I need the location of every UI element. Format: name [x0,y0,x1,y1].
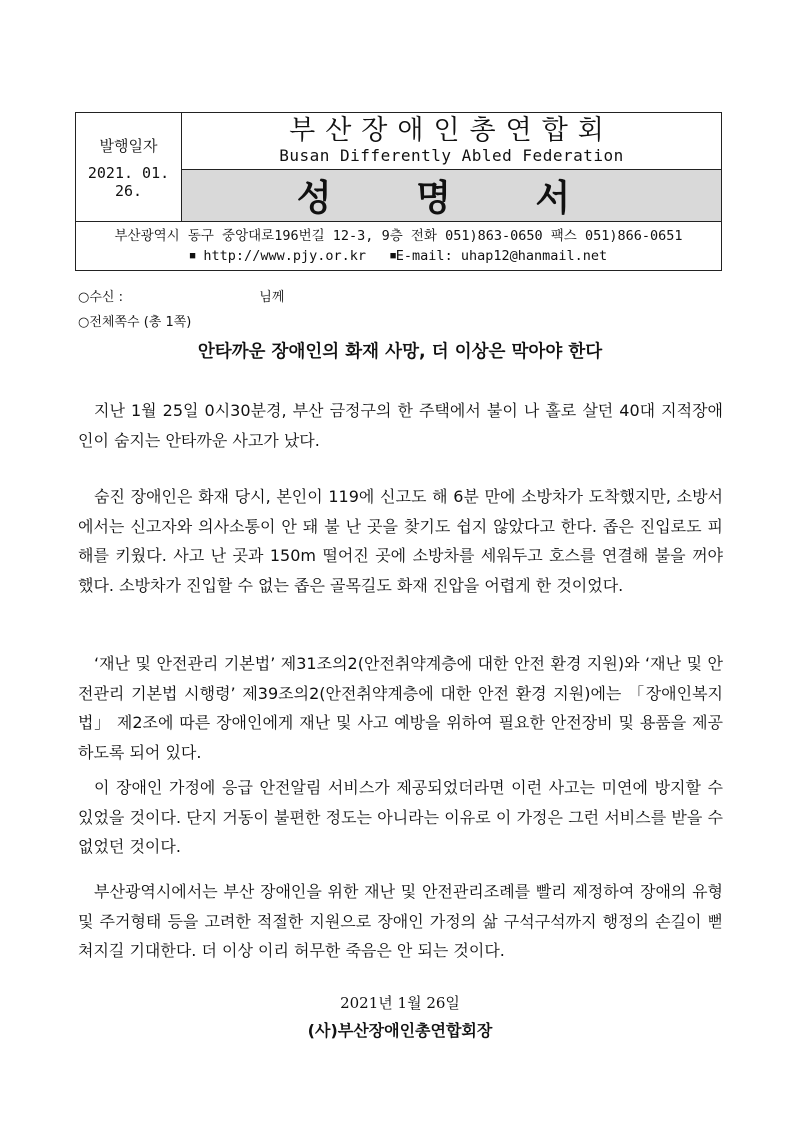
bullet-icon: ■ [189,251,196,261]
paragraph-5 [78,877,723,966]
issue-date-label: 발행일자 [99,136,158,155]
paragraph-2 [78,482,723,600]
paragraph-text: 숨진 장애인은 화재 당시, 본인이 119에 신고도 해 6분 만에 소방차가 도착했지만, 소방서에서는 신고자와 의사소통이 안 돼 불 난 곳을 찾기도 쉽지 않았다고 한다. 좁은 진입로도 피해를 키웠다. 사고 난 곳과 150m 떨어진 곳에 소방차를 세워두고 호스를 연결해 불을 꺼야 했다. 소방차가 진입할 수 없는 좁은 골목길도 화재 진압을 어렵게 한 것이었다. [78,487,723,595]
signer-name: (사)부산장애인총연합회장 [307,1021,493,1040]
statement-headline: 안타까운 장애인의 화재 사망, 더 이상은 막아야 한다 [197,342,603,362]
statement-date: 2021년 1월 26일 [340,994,460,1012]
recipient-label: ○수신 : [78,290,123,305]
paragraph-3 [78,649,723,767]
document-title: 성 명 서 [182,170,722,222]
paragraph-text: 부산광역시에서는 부산 장애인을 위한 재난 및 안전관리조례를 빨리 제정하여 장애의 유형 및 주거형태 등을 고려한 적절한 지원으로 장애인 가정의 삶 구석구석까지 행정의 손길이 뻗쳐지길 기대한다. 더 이상 이리 허무한 죽음은 안 되는 것이다. [78,882,723,960]
paragraph-4 [78,773,723,862]
paragraph-1 [78,396,723,455]
recipient-line [78,286,284,305]
org-name-english: Busan Differently Abled Federation [279,146,624,165]
website-link[interactable]: http://www.pjy.or.kr [203,248,366,264]
recipient-suffix: 님께 [259,290,285,305]
org-name-korean: 부산장애인총연합회 [289,115,614,146]
issue-date-value: 2021. 01. 26. [87,163,170,200]
email-link[interactable]: E-mail: uhap12@hanmail.net [395,248,608,264]
bullet-icon: ■ [390,251,396,261]
paragraph-text: 지난 1월 25일 0시30분경, 부산 금정구의 한 주택에서 불이 나 홀로 살던 40대 지적장애인이 숨지는 안타까운 사고가 났다. [78,401,723,450]
contact-cell [76,222,722,271]
contact-line [76,246,721,266]
org-name-cell [182,113,722,170]
issue-date-cell [76,113,182,222]
paragraph-text: ‘재난 및 안전관리 기본법’ 제31조의2(안전취약계층에 대한 안전 환경 지원)와 ‘재난 및 안전관리 기본법 시행령’ 제39조의2(안전취약계층에 대한 안전 환경 지원)에는 「장애인복지법」 제2조에 따른 장애인에게 재난 및 사고 예방을 위하여 필요한 안전장비 및 용품을 제공하도록 되어 있다. [78,654,723,762]
paragraph-text: 이 장애인 가정에 응급 안전알림 서비스가 제공되었더라면 이런 사고는 미연에 방지할 수 있었을 것이다. 단지 거동이 불편한 정도는 아니라는 이유로 이 가정은 그런 서비스를 받을 수 없었던 것이다. [78,778,723,856]
total-pages-line: ○전체쪽수 (총 1쪽) [78,315,192,330]
address-line: 부산광역시 동구 중앙대로196번길 12-3, 9층 전화 051)863-0650 팩스 051)866-0651 [114,228,683,244]
letterhead-table [75,112,722,271]
